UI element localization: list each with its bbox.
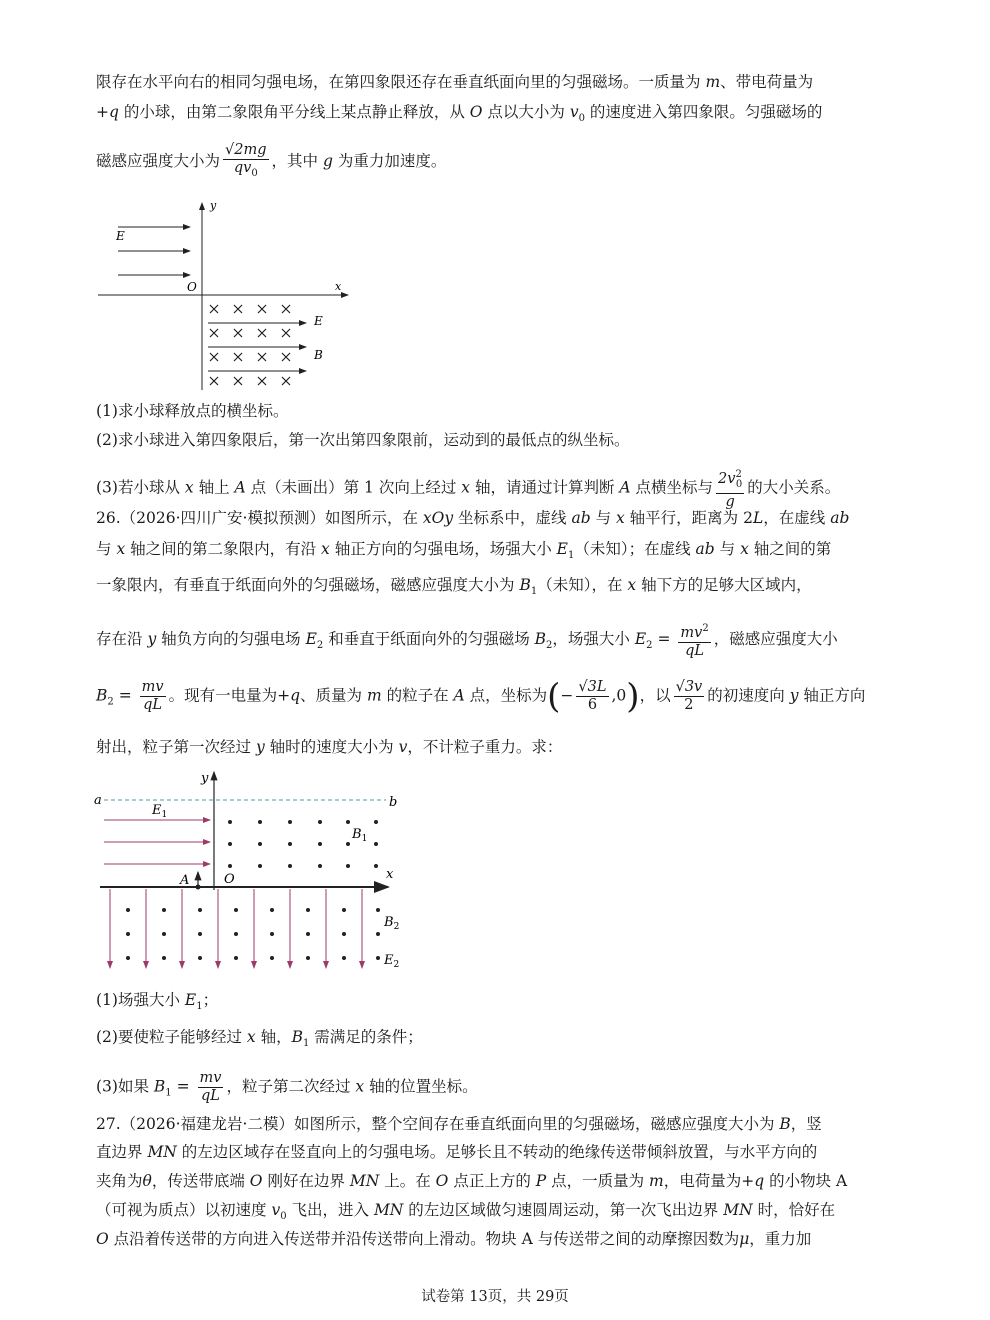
text: 时，恰好在 [752,1201,836,1219]
cross-mark [234,305,242,313]
text: 轴正方向的匀强电场，场强大小 [329,540,557,558]
text: 轴负方向的匀强电场 [156,629,306,648]
text: （未知），在 [537,576,628,594]
var: μ [739,1230,750,1248]
var: E [634,629,647,648]
field-dot [346,842,350,846]
text: (3)若小球从 [96,478,185,497]
var: y [255,738,265,756]
paren: ( [547,676,561,717]
sub: 2 [107,696,114,708]
text: ，其中 [271,151,323,170]
field-dot [126,908,130,912]
text: ，在虚线 [763,509,831,527]
cross-mark [258,353,266,361]
label-E-bottom: E [314,314,323,328]
p26-line-5 [96,676,896,717]
var: m [366,686,382,705]
field-dot [162,956,166,960]
fraction-velocity [674,679,705,714]
cross-mark [282,377,290,385]
cross-mark [210,329,218,337]
text: = [171,1077,195,1096]
text: 的小物块 A [764,1172,848,1190]
var: E [184,991,197,1009]
frac-den: qv [233,160,252,176]
frac-num: mv [199,1070,222,1086]
field-dot [288,864,292,868]
var: v [569,103,579,121]
p27-line-3 [96,1170,896,1192]
var: θ [142,1172,152,1190]
sub: 2 [316,640,324,652]
p26-q3 [96,1070,896,1105]
field-dot [228,842,232,846]
paren: ) [626,676,640,717]
var: y [147,629,157,648]
p26-q1 [96,989,896,1018]
text: 点，一质量为 [546,1172,650,1190]
var: L [752,509,764,527]
var: P [535,1172,547,1190]
p27-line-4 [96,1199,896,1228]
p26-line-6 [96,736,896,758]
text: 轴的位置坐标。 [364,1077,478,1096]
text: 的小球，由第二象限角平分线上某点静止释放，从 [118,103,470,121]
var: x [627,576,637,594]
frac-den: qL [201,1088,220,1104]
cross-mark [234,329,242,337]
text: 限存在水平向右的相同匀强电场，在第四象限还存在垂直纸面向里的匀强磁场。一质量为 [96,73,706,91]
label-O: O [224,872,235,887]
field-dot [346,864,350,868]
field-dot [288,842,292,846]
text: ，场强大小 [552,629,635,648]
text: 与 [590,509,616,527]
frac-den: g [725,493,735,510]
var: B [779,1115,791,1133]
frac-num: mv [141,679,164,695]
text: 、带电荷量为 [720,73,814,91]
var: x [246,1028,256,1046]
sup: 2 [735,469,742,480]
var: g [322,151,333,170]
p25-q3 [96,466,896,511]
var: A [453,686,465,705]
var: MN [373,1201,404,1219]
var: B [96,686,108,705]
var: x [116,540,126,558]
text: 坐标系中，虚线 [453,509,572,527]
figure-2 [90,768,410,978]
text: 飞出，进入 [286,1201,374,1219]
text: 、质量为 [300,686,367,705]
field-dot [234,908,238,912]
text: ，电荷量为+ [663,1172,755,1190]
p26-line-3 [96,574,896,603]
frac-num: √3v [675,679,703,695]
field-dot [374,864,378,868]
field-dot [258,842,262,846]
fraction-B [223,142,269,182]
var: A [619,478,631,497]
frac-den: qL [143,697,163,713]
label-E1: $E_1$ [152,803,168,820]
cross-mark [234,377,242,385]
var: MN [147,1143,177,1161]
cross-mark [234,353,242,361]
label-B2: $B_2$ [384,915,400,932]
field-dot [342,956,346,960]
text: (3)如果 [96,1077,154,1096]
text: 点横坐标与 [630,478,714,497]
field-dot [376,932,380,936]
text: 点正上方的 [448,1172,536,1190]
sub: 1 [165,1087,172,1099]
sup: 2 [702,623,709,634]
field-dot [228,820,232,824]
var: x [355,1077,365,1096]
sub: 0 [735,478,743,490]
text: = [652,629,676,648]
var: MN [723,1201,753,1219]
text: 点以大小为 [482,103,570,121]
field-dot [198,932,202,936]
var: v [271,1201,281,1219]
figure-1 [90,195,360,395]
var: MN [349,1172,380,1190]
field-dot [234,932,238,936]
text: 的粒子在 [381,686,454,705]
field-dot [258,820,262,824]
frac-den: qL [685,642,704,659]
cross-mark [258,377,266,385]
text: （可视为质点）以初速度 [96,1201,272,1219]
p26-line-4 [96,620,896,660]
text: 与 [96,540,117,558]
p25-q2 [96,429,896,451]
field-dot [162,932,166,936]
field-dot [376,908,380,912]
sub: 1 [530,586,538,598]
cross-mark [258,329,266,337]
field-dot [306,932,310,936]
p25-q1 [96,400,896,422]
field-dot [270,908,274,912]
p27-line-1 [96,1113,896,1135]
field-dot [270,932,274,936]
var: xOy [422,509,454,527]
var: ab [695,540,715,558]
field-dot [376,956,380,960]
var: E [556,540,568,558]
text: 需满足的条件； [309,1028,423,1046]
field-dot [374,842,378,846]
text: ,0 [611,686,627,705]
text: 点沿着传送带的方向进入传送带并沿传送带向上滑动。物块 A 与传送带之间的动摩擦因数为 [108,1230,740,1248]
var: x [184,478,194,497]
text: 和垂直于纸面向外的匀强磁场 [323,629,535,648]
text: 与 [714,540,741,558]
p25-line-1 [96,71,896,93]
B2-field-dots [126,908,380,960]
field-dot [318,820,322,824]
text: 一象限内，有垂直于纸面向外的匀强磁场，磁感应强度大小为 [96,576,520,594]
field-dot [342,908,346,912]
text: 存在沿 [96,629,148,648]
page-footer: 试卷第 13页，共 29页 [421,1289,569,1305]
sub: 1 [567,550,575,562]
var: A [234,478,246,497]
text: 的左边区域做匀速圆周运动，第一次飞出边界 [403,1201,724,1219]
p26-line-2 [96,538,896,567]
label-b: b [389,795,398,810]
label-E2: $E_2$ [384,953,400,970]
var: x [321,540,330,558]
label-x: x [335,280,342,293]
text: 轴下方的足够大区域内， [636,576,812,594]
p26-line-1 [96,507,896,529]
var: q [754,1172,765,1190]
field-dot [346,820,350,824]
field-dot [228,864,232,868]
label-y: y [201,771,209,786]
field-dot [258,864,262,868]
cross-mark [282,329,290,337]
var: +q [96,103,119,121]
sub: 0 [280,1211,287,1223]
label-a: a [94,793,102,808]
label-O: O [187,280,197,294]
p27-line-5 [96,1228,896,1250]
p26-q2 [96,1026,896,1055]
text: 为重力加速度。 [332,151,447,170]
text: 轴正方向 [798,686,866,705]
cross-mark [282,353,290,361]
p27-line-2 [96,1141,896,1163]
var: ab [830,509,850,527]
field-dot [162,908,166,912]
field-dot [306,908,310,912]
text: 上。在 [379,1172,436,1190]
cross-mark [210,377,218,385]
text: （未知）；在虚线 [574,540,696,558]
text: 轴平行，距离为 2 [624,509,753,527]
fraction-2v0sq-g [716,466,744,511]
var: q [290,686,300,705]
text: 轴，请通过计算判断 [470,478,620,497]
text: ，不计粒子重力。求： [407,738,563,756]
field-dot [318,864,322,868]
label-y: y [210,199,217,212]
text: 点，坐标为 [464,686,548,705]
field-dot [198,908,202,912]
text: 的左边区域存在竖直向上的匀强电场。足够长且不转动的绝缘传送带倾斜放置，与水平方向的 [176,1143,818,1161]
var: B [519,576,531,594]
frac-num: √3L [578,679,607,695]
frac-den: 6 [587,697,598,713]
text: (2)要使粒子能够经过 [96,1028,247,1046]
text: ，传送带底端 [151,1172,250,1190]
sub: 2 [646,640,653,652]
var: B [153,1077,166,1096]
magnetic-field-crosses [210,305,290,385]
field-dot [342,932,346,936]
text: 夹角为 [96,1172,143,1190]
var: y [789,686,799,705]
text: − [560,686,574,705]
field-dot [126,956,130,960]
text: ，竖 [790,1115,822,1133]
text: 轴之间的第 [748,540,832,558]
var: x [740,540,749,558]
sub: 1 [196,1001,203,1013]
text: 的速度进入第四象限。匀强磁场的 [585,103,823,121]
cross-mark [210,305,218,313]
text: 射出，粒子第一次经过 [96,738,256,756]
var: B [534,629,547,648]
label-B: B [314,348,323,362]
text: 磁感应强度大小为 [96,151,221,170]
label-A: A [180,873,190,888]
text: 26.（2026·四川广安·模拟预测）如图所示，在 [96,509,423,527]
text: 轴时的速度大小为 [264,738,399,756]
text: 直边界 [96,1143,148,1161]
text: 轴， [255,1028,292,1046]
var: ab [571,509,591,527]
frac-num: √2mg [225,142,267,158]
text: 27.（2026·福建龙岩·二模）如图所示，整个空间存在垂直纸面向里的匀强磁场，磁感应强度大小为 [96,1115,780,1133]
fraction-B2 [140,679,166,714]
text: 轴之间的第二象限内，有沿 [125,540,322,558]
text: ，以 [639,686,671,705]
sub: 0 [578,113,585,125]
var: m [705,73,721,91]
field-dot [234,956,238,960]
text: 点（未画出）第 1 次向上经过 [245,478,462,497]
field-dot [198,956,202,960]
fraction-coord [576,679,608,714]
var: O [96,1230,109,1248]
field-dot [288,820,292,824]
text: 轴上 [193,478,235,497]
p25-line-3 [96,142,896,182]
sub: 1 [302,1038,310,1050]
var: B [291,1028,303,1046]
fraction-B1 [198,1070,224,1105]
text: (2)求小球进入第四象限后，第一次出第四象限前，运动到的最低点的纵坐标。 [96,431,630,449]
fraction-E2 [678,620,710,660]
sub: 0 [251,167,258,179]
sub: 2 [546,640,553,652]
cross-mark [210,353,218,361]
field-dot [374,820,378,824]
text: (1)求小球释放点的横坐标。 [96,402,289,420]
text: 的初速度向 [707,686,790,705]
var: v [398,738,408,756]
var: O [435,1172,449,1190]
frac-num: mv [680,624,703,641]
field-dot [318,842,322,846]
var: E [305,629,317,648]
field-dot [126,932,130,936]
var: O [249,1172,263,1190]
text: ； [202,991,219,1009]
label-E-top: E [116,229,125,243]
text: ，磁感应强度大小 [713,629,838,648]
cross-mark [282,305,290,313]
label-B1: $B_1$ [352,827,368,844]
text: 的大小关系。 [747,478,841,497]
frac-den: 2 [684,697,694,713]
var: x [616,509,625,527]
p25-line-2 [96,101,896,130]
text: ，粒子第二次经过 [226,1077,356,1096]
text: 。现有一电量为+ [168,686,291,705]
label-x: x [386,867,394,882]
text: = [113,686,137,705]
text: 刚好在边界 [262,1172,350,1190]
frac-num: 2v [718,470,736,487]
text: ，重力加 [749,1230,812,1248]
field-dot [270,956,274,960]
cross-mark [258,305,266,313]
text: (1)场强大小 [96,991,185,1009]
var: m [649,1172,664,1190]
var: x [461,478,471,497]
field-dot [306,956,310,960]
var: O [469,103,483,121]
